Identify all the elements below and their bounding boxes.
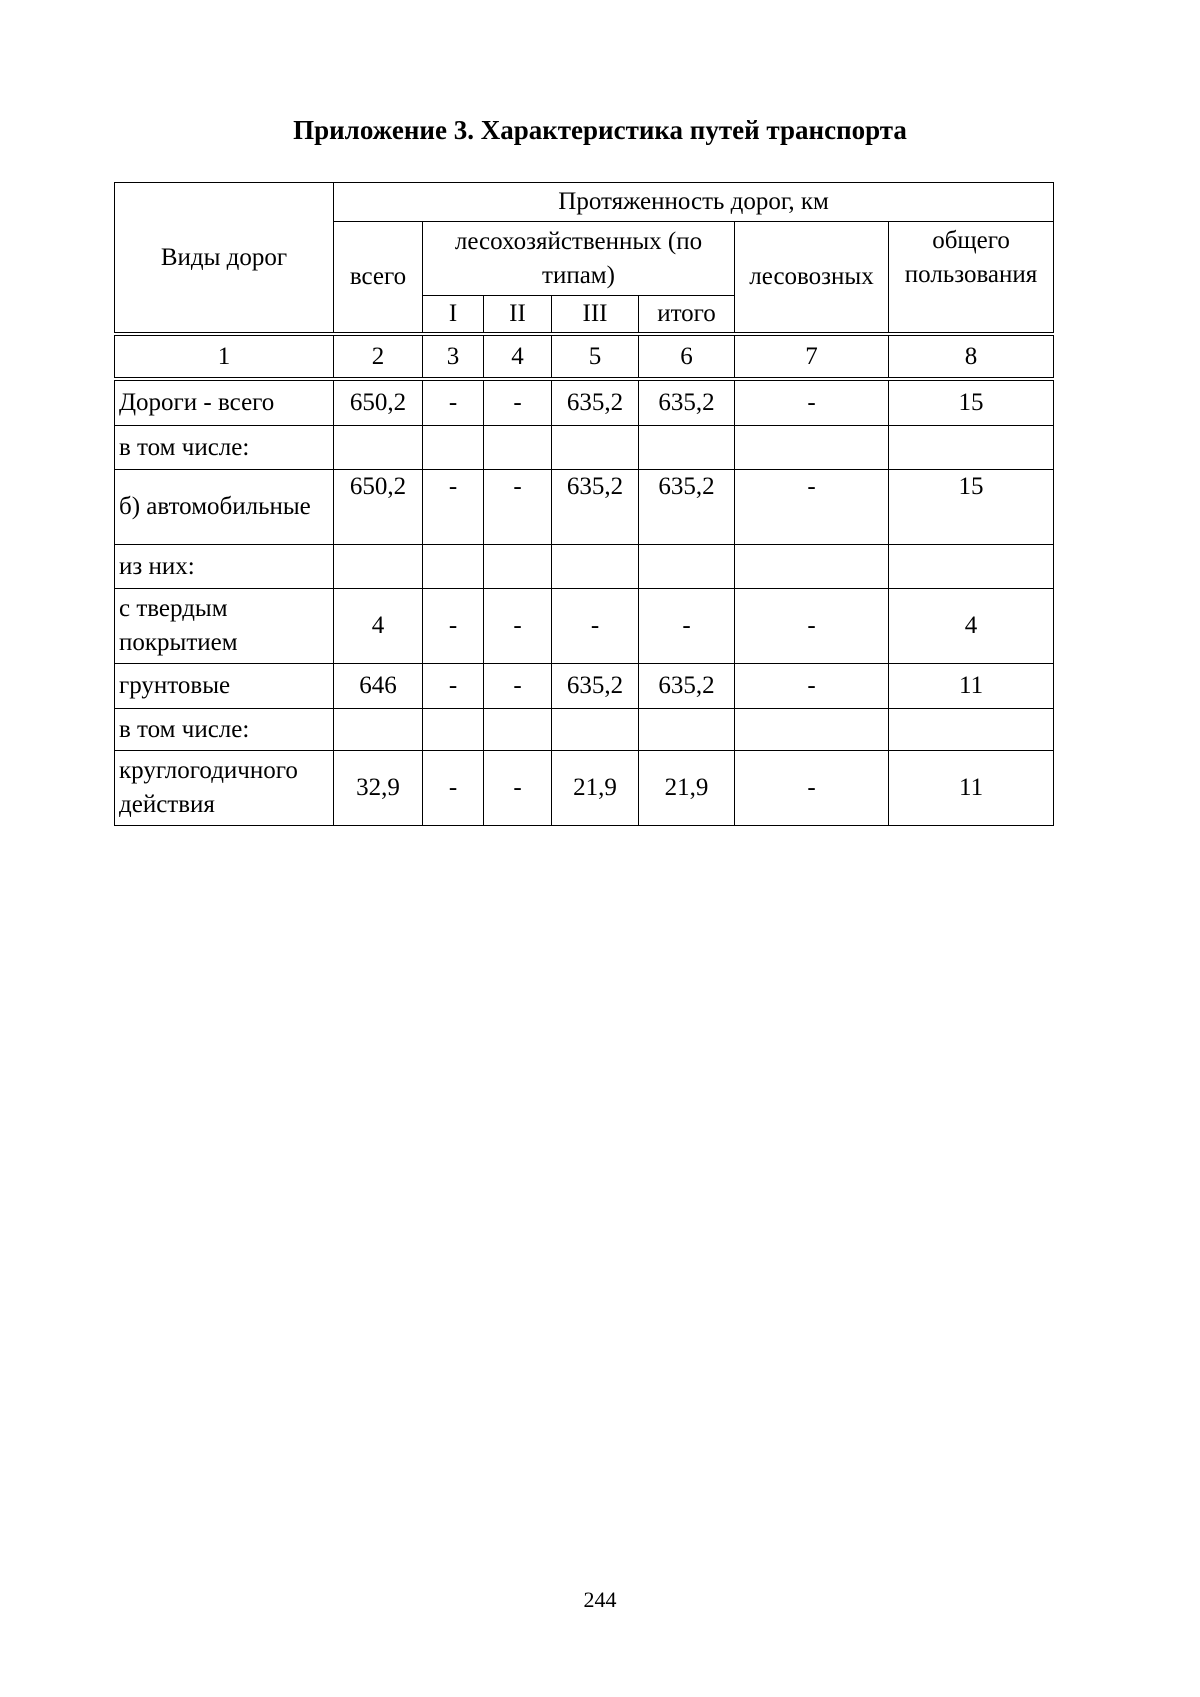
table-cell: 635,2 <box>552 470 639 545</box>
column-number: 5 <box>552 334 639 379</box>
table-cell: 635,2 <box>552 664 639 709</box>
header-public: общего пользования <box>889 222 1054 335</box>
table-cell: - <box>423 664 484 709</box>
table-row <box>115 545 1054 589</box>
table-row <box>115 470 1054 545</box>
table-row <box>115 426 1054 470</box>
table-cell: - <box>735 589 889 664</box>
table-cell: 646 <box>334 664 423 709</box>
table-cell: 15 <box>889 470 1054 545</box>
table-cell: - <box>735 379 889 426</box>
table-cell <box>639 709 735 751</box>
row-label: в том числе: <box>115 709 334 751</box>
column-number: 2 <box>334 334 423 379</box>
table-row <box>115 751 1054 826</box>
header-total <box>334 222 423 335</box>
table-cell: 32,9 <box>334 751 423 826</box>
header-logging: лесовозных <box>735 222 889 335</box>
header-type-3: III <box>552 296 639 335</box>
table-cell: 21,9 <box>639 751 735 826</box>
table-cell <box>639 426 735 470</box>
table-cell: - <box>484 664 552 709</box>
table-cell: - <box>484 751 552 826</box>
table-row <box>115 379 1054 426</box>
column-number: 4 <box>484 334 552 379</box>
row-label: круглогодичного действия <box>115 751 334 826</box>
header-row-1 <box>115 183 1054 222</box>
table-row <box>115 589 1054 664</box>
table-cell <box>889 709 1054 751</box>
table-cell: 635,2 <box>639 470 735 545</box>
row-label: грунтовые <box>115 664 334 709</box>
row-label: с твердым покрытием <box>115 589 334 664</box>
table-cell: 635,2 <box>639 379 735 426</box>
header-type-2: II <box>484 296 552 335</box>
column-number: 1 <box>115 334 334 379</box>
table-row <box>115 664 1054 709</box>
row-label: б) автомобильные <box>115 470 334 545</box>
table-cell <box>735 545 889 589</box>
table-cell: 4 <box>889 589 1054 664</box>
table-cell <box>889 545 1054 589</box>
row-label: из них: <box>115 545 334 589</box>
table-cell <box>484 709 552 751</box>
table-cell: 21,9 <box>552 751 639 826</box>
table-cell: - <box>552 589 639 664</box>
header-type-1: I <box>423 296 484 335</box>
row-label: в том числе: <box>115 426 334 470</box>
column-number: 6 <box>639 334 735 379</box>
page-number: 244 <box>583 1587 617 1612</box>
table-cell <box>423 545 484 589</box>
table-cell <box>735 426 889 470</box>
table-cell: - <box>423 379 484 426</box>
table-cell: - <box>735 664 889 709</box>
table-cell <box>552 426 639 470</box>
column-number: 7 <box>735 334 889 379</box>
table-cell <box>552 709 639 751</box>
table-cell <box>889 426 1054 470</box>
table-cell: - <box>484 379 552 426</box>
table-cell <box>423 709 484 751</box>
document-title: Приложение 3. Характеристика путей транспорта <box>293 115 907 145</box>
header-length: Протяженность дорог, км <box>334 183 1054 222</box>
table-cell: - <box>639 589 735 664</box>
column-number: 8 <box>889 334 1054 379</box>
table-cell: 15 <box>889 379 1054 426</box>
table-cell: 650,2 <box>334 379 423 426</box>
column-number: 3 <box>423 334 484 379</box>
table-cell <box>735 709 889 751</box>
table-cell: - <box>423 589 484 664</box>
table-cell: - <box>735 751 889 826</box>
roads-table <box>114 182 1054 826</box>
column-number-row <box>115 334 1054 379</box>
table-cell: 11 <box>889 664 1054 709</box>
table-cell: - <box>735 470 889 545</box>
table-cell: - <box>423 751 484 826</box>
table-cell: - <box>484 589 552 664</box>
table-cell: 11 <box>889 751 1054 826</box>
table-cell <box>423 426 484 470</box>
table-row <box>115 709 1054 751</box>
table-cell: - <box>484 470 552 545</box>
table-cell <box>484 545 552 589</box>
table-cell <box>334 709 423 751</box>
table-cell: - <box>423 470 484 545</box>
header-subtotal: итого <box>639 296 735 335</box>
header-total-label: всего <box>349 263 407 290</box>
table-cell <box>334 545 423 589</box>
table-cell: 650,2 <box>334 470 423 545</box>
table-cell: 4 <box>334 589 423 664</box>
table-cell <box>484 426 552 470</box>
table-cell: 635,2 <box>552 379 639 426</box>
table-cell <box>334 426 423 470</box>
header-forestry: лесохозяйственных (по типам) <box>423 222 735 296</box>
row-label: Дороги - всего <box>115 379 334 426</box>
table-cell <box>552 545 639 589</box>
table-cell: 635,2 <box>639 664 735 709</box>
table-cell <box>639 545 735 589</box>
header-road-types: Виды дорог <box>115 183 334 335</box>
